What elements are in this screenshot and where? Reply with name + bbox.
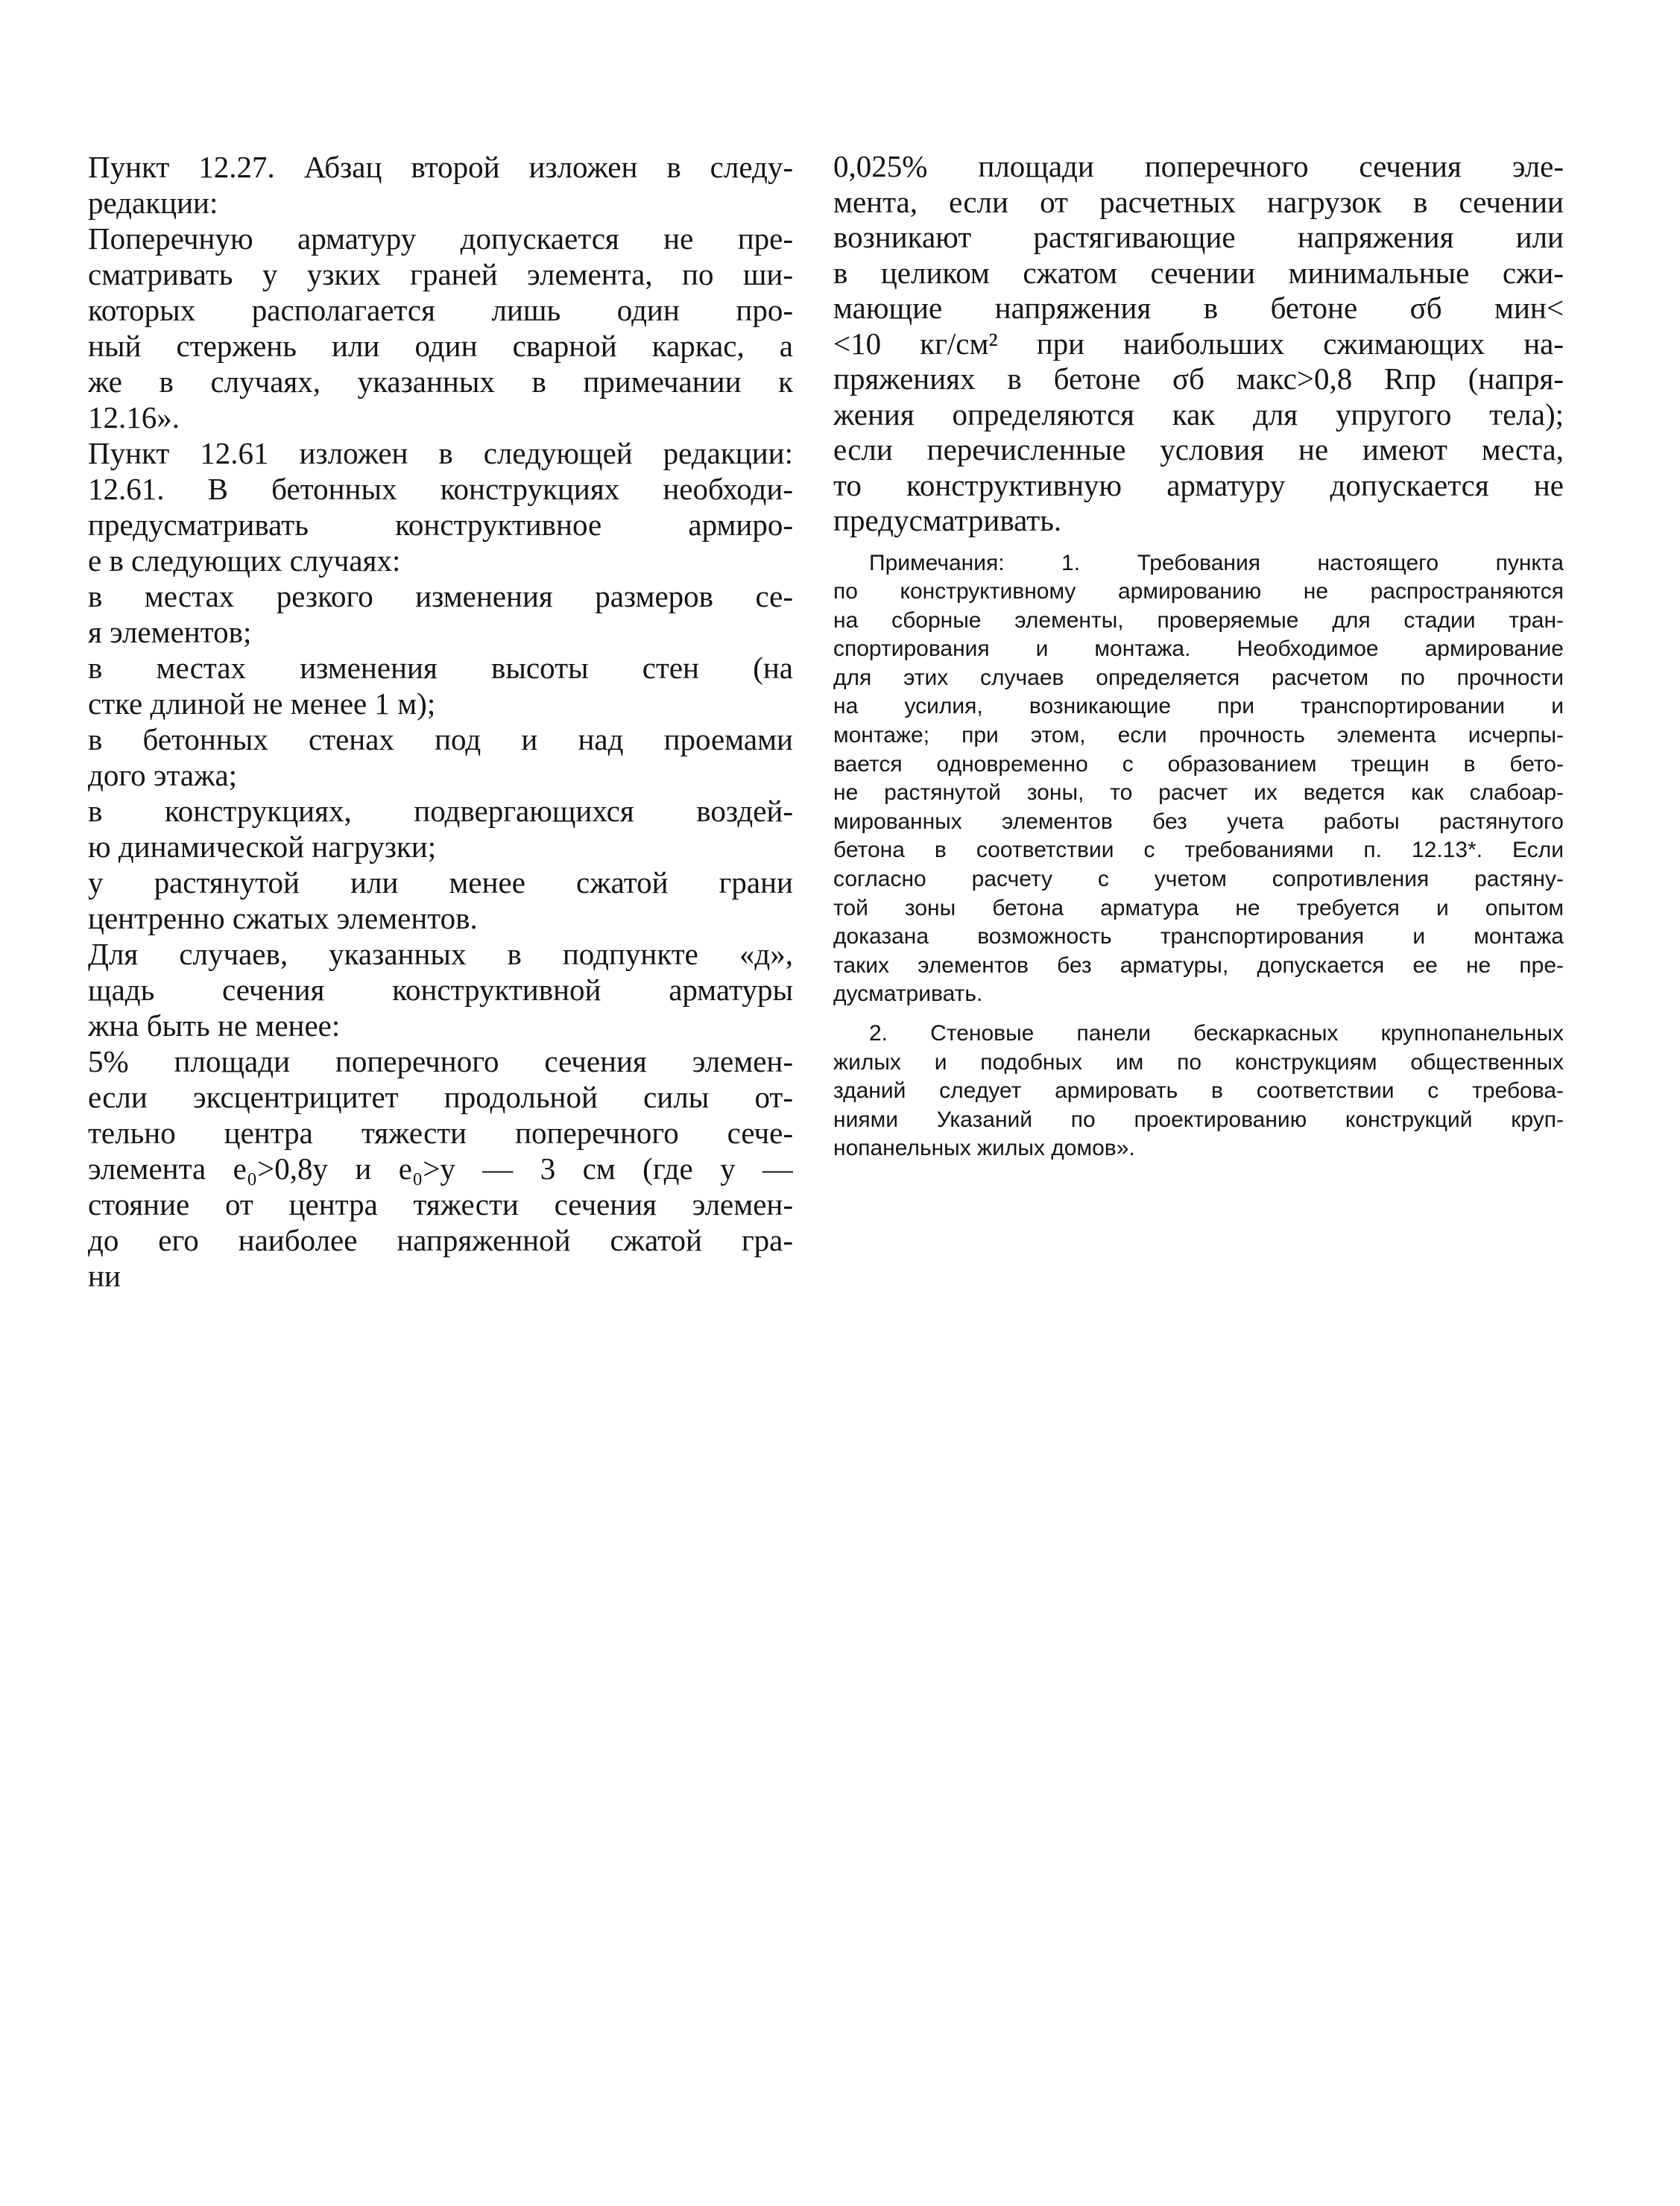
text-line: Поперечную арматуру допускается не пре- [88, 221, 793, 256]
text-line: по конструктивному армированию не распространяются [833, 579, 1564, 604]
text-line: 12.61. В бетонных конструкциях необходи- [88, 472, 793, 506]
text-line: редакции: [88, 186, 218, 220]
text-line: если эксцентрицитет продольной силы от- [88, 1080, 793, 1114]
text-line: Пункт 12.61 изложен в следующей редакции: [88, 436, 793, 470]
text-line: в целиком сжатом сечении минимальные сжи- [833, 255, 1564, 290]
text-line: 2. Стеновые панели бескаркасных крупнопанельных [869, 1021, 1564, 1046]
text-line: дого этажа; [88, 758, 238, 792]
text-line: спортирования и монтажа. Необходимое армирование [833, 636, 1564, 662]
text-line: 5% площади поперечного сечения элемен- [88, 1044, 793, 1078]
left-column [88, 149, 793, 1294]
main-paragraph [833, 149, 1564, 539]
text-line: тельно центра тяжести поперечного сече- [88, 1116, 793, 1150]
text-line: центренно сжатых элементов. [88, 901, 478, 935]
text-line: монтаже; при этом, если прочность элемента исчерпы- [833, 723, 1564, 748]
text-line: же в случаях, указанных в примечании к [88, 364, 793, 399]
text-line: таких элементов без арматуры, допускается ее не пре- [833, 952, 1564, 978]
text-line: ниями Указаний по проектированию конструкций круп- [833, 1107, 1564, 1132]
text-line: для этих случаев определяется расчетом по прочности [833, 665, 1564, 690]
text-line: мента, если от расчетных нагрузок в сечении [833, 184, 1564, 219]
text-line: жилых и подобных им по конструкциям общественных [833, 1049, 1564, 1075]
text-line: предусматривать. [833, 503, 1062, 537]
text-line: стояние от центра тяжести сечения элемен- [88, 1187, 793, 1221]
text-line: ный стержень или один сварной каркас, а [88, 329, 793, 363]
text-line: той зоны бетона арматура не требуется и опытом [833, 895, 1564, 920]
text-line: жения определяются как для упругого тела); [833, 396, 1564, 432]
text-line: 0,025% площади поперечного сечения эле- [833, 149, 1564, 183]
text-line: Пункт 12.27. Абзац второй изложен в следу- [88, 150, 793, 184]
text-line: зданий следует армировать в соответствии с требова- [833, 1078, 1564, 1104]
text-line: ни [88, 1259, 121, 1293]
text-line: на сборные элементы, проверяемые для стадии тран- [833, 607, 1564, 633]
text-line: в бетонных стенах под и над проемами [88, 722, 793, 756]
text-line: дусматривать. [833, 982, 983, 1007]
text-line: нопанельных жилых домов». [833, 1136, 1135, 1161]
text-line: предусматривать конструктивное армиро- [88, 508, 793, 542]
text-line: <10 кг/см² при наибольших сжимающих на- [833, 326, 1564, 361]
text-line: стке длиной не менее 1 м); [88, 686, 436, 721]
text-line: не растянутой зоны, то расчет их ведется как слабоар- [833, 780, 1564, 806]
text-line: на усилия, возникающие при транспортировании и [833, 694, 1564, 719]
text-line: ю динамической нагрузки; [88, 829, 437, 864]
text-line: которых располагается лишь один про- [88, 293, 793, 327]
text-line: 12.16». [88, 400, 180, 434]
text-line: возникают растягивающие напряжения или [833, 220, 1564, 254]
text-line: пряжениях в бетоне σб макс>0,8 Rпр (напря- [833, 361, 1564, 396]
text-line: бетона в соответствии с требованиями п. 12.13*. Если [833, 838, 1564, 863]
text-line: вается одновременно с образованием трещин в бето- [833, 751, 1564, 777]
text-line: щадь сечения конструктивной арматуры [88, 973, 793, 1007]
text-line: если перечисленные условия не имеют места, [833, 432, 1564, 467]
notes-paragraph-1 [833, 549, 1564, 1010]
text-line: я элементов; [88, 615, 252, 649]
text-line: у растянутой или менее сжатой грани [88, 865, 793, 900]
text-line: в конструкциях, подвергающихся воздей- [88, 794, 793, 828]
text-line: жна быть не менее: [88, 1008, 341, 1043]
text-line: е в следующих случаях: [88, 543, 401, 578]
text-line: мированных элементов без учета работы растянутого [833, 809, 1564, 834]
text-line: до его наиболее напряженной сжатой гра- [88, 1223, 793, 1257]
text-line: сматривать у узких граней элемента, по ши- [88, 257, 793, 291]
text-line: согласно расчету с учетом сопротивления растяну- [833, 867, 1564, 892]
text-line: то конструктивную арматуру допускается не [833, 467, 1564, 502]
text-line: Для случаев, указанных в подпункте «д», [88, 937, 793, 971]
text-line: доказана возможность транспортирования и монтажа [833, 924, 1564, 949]
text-line: мающие напряжения в бетоне σб мин< [833, 291, 1564, 325]
right-column [833, 149, 1564, 1163]
notes-paragraph-2 [833, 1020, 1564, 1163]
text-line: в местах резкого изменения размеров се- [88, 579, 793, 613]
text-line: в местах изменения высоты стен (на [88, 651, 793, 685]
text-line: элемента e₀>0,8y и e₀>y — 3 см (где y — [88, 1151, 793, 1186]
text-line: Примечания: 1. Требования настоящего пункта [869, 550, 1564, 575]
